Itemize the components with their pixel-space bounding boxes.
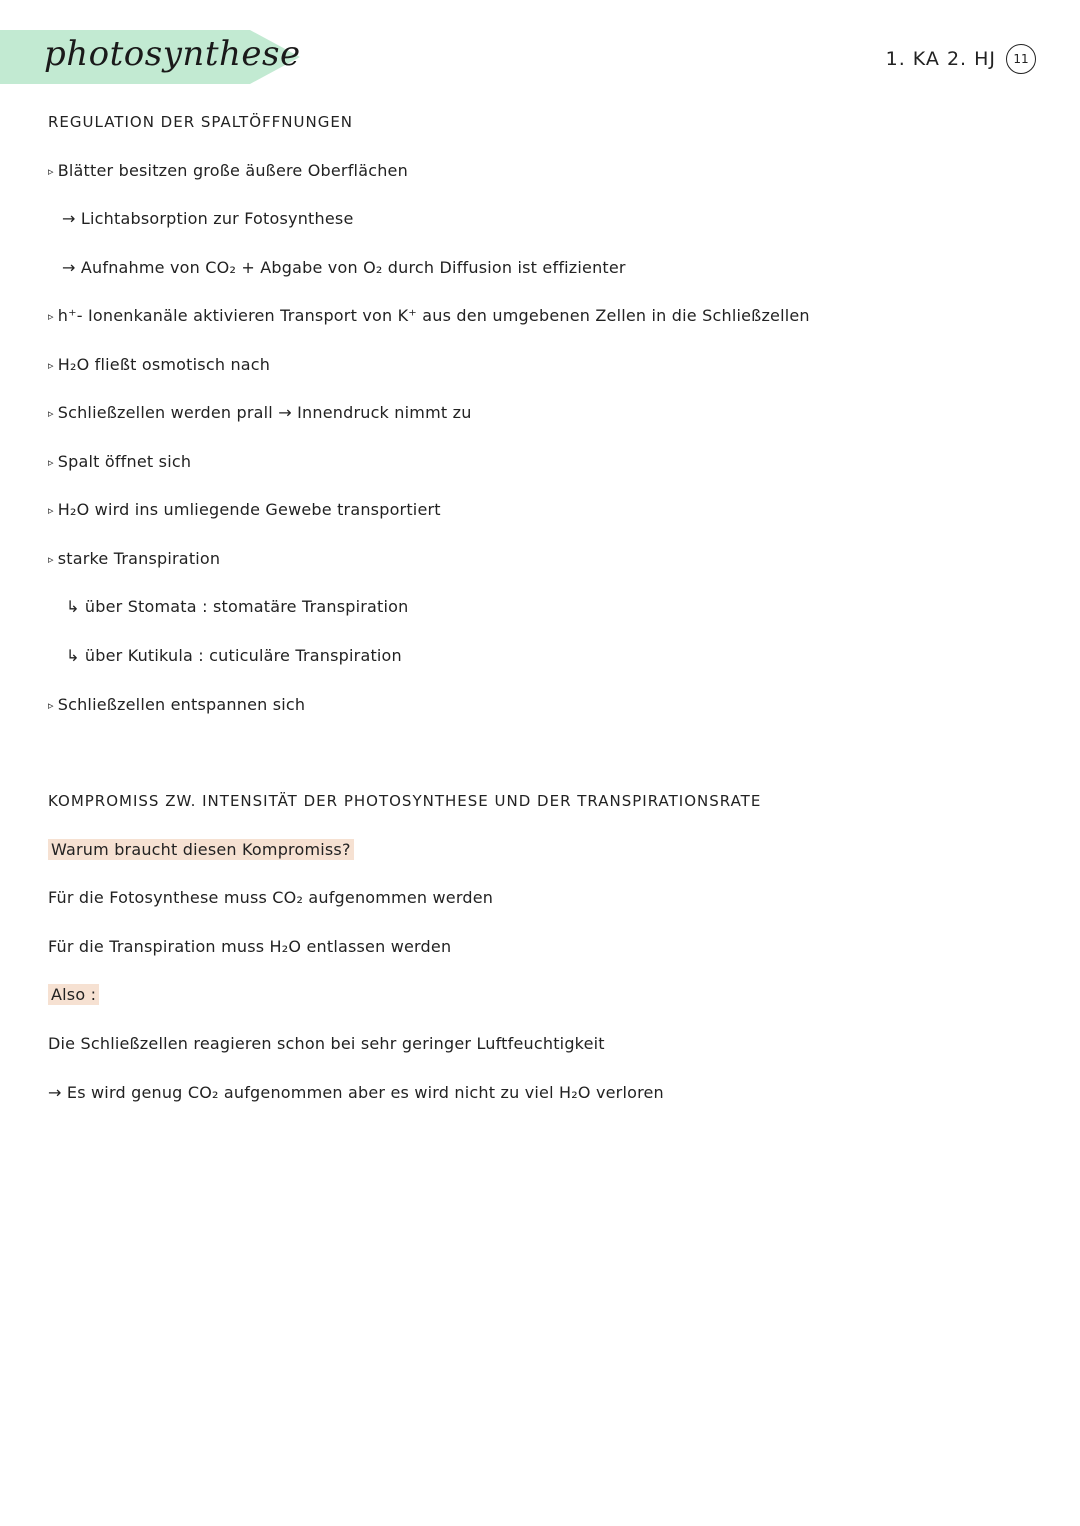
note-line: ▹ Schließzellen entspannen sich [48, 695, 305, 714]
note-line: ▹ Schließzellen werden prall → Innendruck nimmt zu [48, 403, 472, 422]
note-line: → Aufnahme von CO₂ + Abgabe von O₂ durch Diffusion ist effizienter [62, 258, 626, 277]
page-number: 11 [1006, 44, 1036, 74]
note-line: ▹ Blätter besitzen große äußere Oberflächen [48, 161, 408, 180]
section-heading-regulation: REGULATION DER SPALTÖFFNUNGEN [48, 113, 354, 131]
note-line: Für die Fotosynthese muss CO₂ aufgenommen werden [48, 888, 494, 907]
question-line [48, 840, 354, 859]
note-line: → Lichtabsorption zur Fotosynthese [62, 209, 354, 228]
note-line: Für die Transpiration muss H₂O entlassen werden [48, 937, 452, 956]
note-line: → Es wird genug CO₂ aufgenommen aber es wird nicht zu viel H₂O verloren [48, 1083, 664, 1102]
note-line: ↳ über Stomata : stomatäre Transpiration [66, 597, 409, 616]
section-heading-kompromiss: KOMPROMISS ZW. INTENSITÄT DER PHOTOSYNTHESE UND DER TRANSPIRATIONSRATE [48, 792, 762, 810]
note-line: ▹ starke Transpiration [48, 549, 220, 568]
also-line [48, 985, 99, 1004]
highlighted-question: Warum braucht diesen Kompromiss? [48, 839, 354, 860]
note-line: ▹ H₂O fließt osmotisch nach [48, 355, 270, 374]
page-meta [886, 44, 1036, 74]
note-line: ▹ H₂O wird ins umliegende Gewebe transportiert [48, 500, 441, 519]
highlighted-also: Also : [48, 984, 99, 1005]
note-line: ▹ h⁺- Ionenkanäle aktivieren Transport von K⁺ aus den umgebenen Zellen in die Schließzellen [48, 306, 810, 325]
page-title: photosynthese [44, 34, 301, 74]
note-line: ↳ über Kutikula : cuticuläre Transpiration [66, 646, 402, 665]
exam-label: 1. KA 2. HJ [885, 48, 996, 70]
note-line: ▹ Spalt öffnet sich [48, 452, 191, 471]
note-line: Die Schließzellen reagieren schon bei sehr geringer Luftfeuchtigkeit [48, 1034, 605, 1053]
